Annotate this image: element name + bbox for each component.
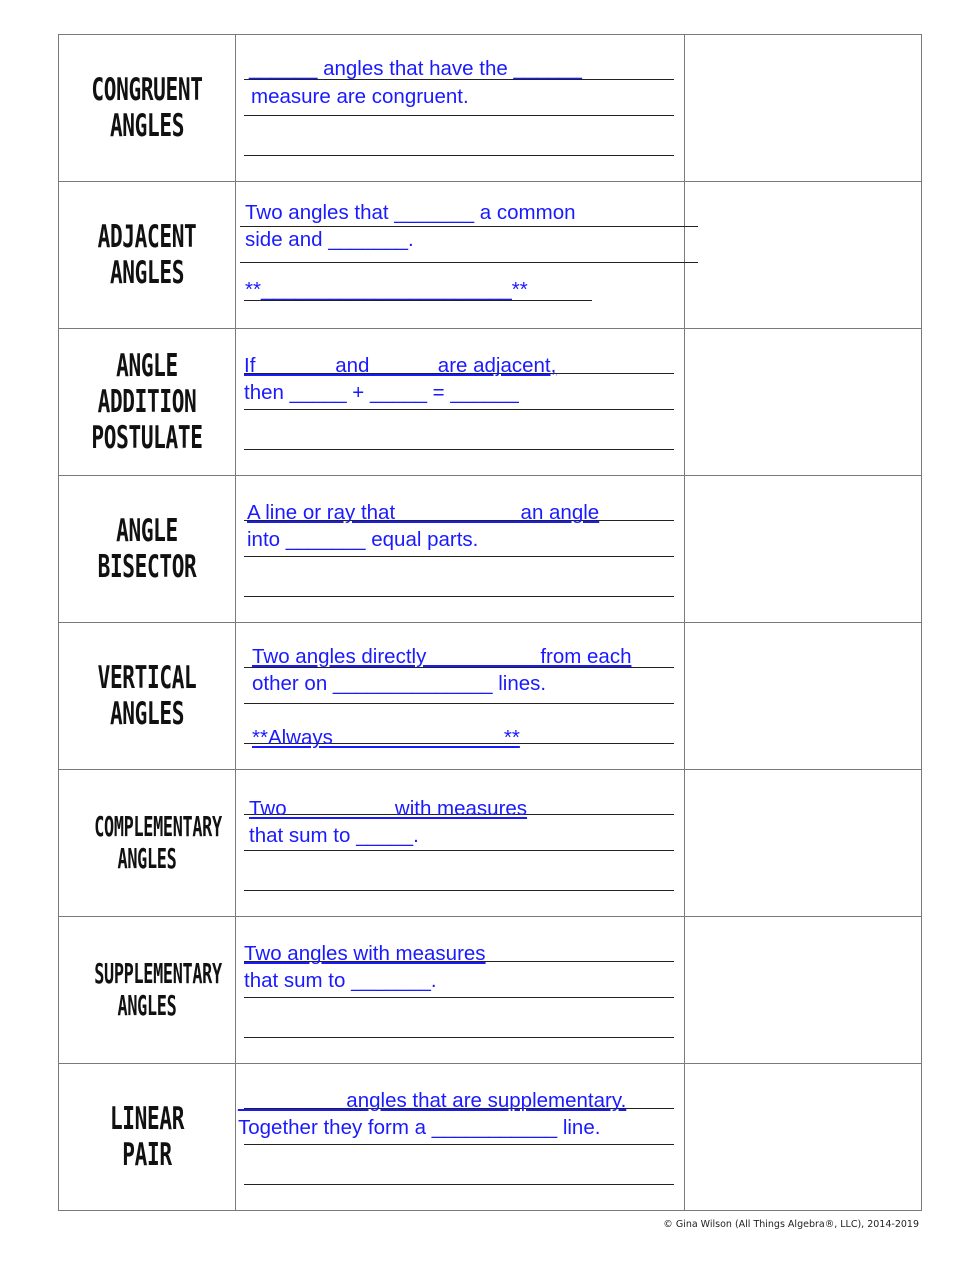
definition-cell [236,623,685,770]
writing-line [244,703,674,704]
example-cell [685,182,922,329]
term-label: SUPPLEMENTARY ANGLES [94,957,222,1022]
term-label: COMPLEMENTARY ANGLES [94,810,222,875]
writing-line [244,556,674,557]
definition-line-1: _________ angles that are supplementary. [238,1089,627,1112]
writing-line [244,890,674,891]
term-cell [59,329,236,476]
definition-line-2: that sum to _____. [249,824,419,847]
example-cell [685,329,922,476]
definition-line-3: **Always ______________ ** [252,726,520,749]
table-row [59,35,922,182]
definition-line-2: Together they form a ___________ line. [238,1116,601,1139]
table-row [59,329,922,476]
example-cell [685,623,922,770]
writing-line [244,1184,674,1185]
definition-cell [236,770,685,917]
writing-line [244,1144,674,1145]
term-label: ANGLE BISECTOR [97,513,197,585]
definition-cell [236,182,685,329]
example-cell [685,917,922,1064]
term-cell [59,770,236,917]
definition-cell [236,329,685,476]
table-row [59,476,922,623]
definition-line-1: If ______ and _____ are adjacent, [244,354,557,377]
term-cell [59,1064,236,1211]
vocabulary-table [58,34,922,1211]
term-label: LINEAR PAIR [109,1101,185,1173]
definition-line-1: Two angles directly _________ from each [252,645,632,668]
term-cell [59,917,236,1064]
definition-line-2: measure are congruent. [251,85,469,108]
term-label: ADJACENT ANGLES [97,219,197,291]
table-row [59,623,922,770]
definition-line-3: **______________________** [245,278,528,301]
table-row [59,1064,922,1211]
example-cell [685,476,922,623]
term-label: VERTICAL ANGLES [97,660,197,732]
example-cell [685,770,922,917]
definition-line-2: side and _______. [245,228,414,251]
writing-line [244,155,674,156]
term-cell [59,35,236,182]
table-row [59,182,922,329]
definition-line-1: A line or ray that __________ an angle [247,501,600,524]
definition-line-2: then _____ + _____ = ______ [244,381,519,404]
definition-line-2: other on ______________ lines. [252,672,547,695]
definition-line-1: Two angles that _______ a common [245,201,576,224]
term-label: ANGLE ADDITION POSTULATE [91,348,203,456]
definition-line-1: ______ angles that have the ______ [249,57,582,80]
writing-line [244,1037,674,1038]
table-row [59,770,922,917]
definition-cell [236,476,685,623]
writing-line [240,262,698,263]
definition-line-2: into _______ equal parts. [247,528,479,551]
definition-line-1: Two _________with measures [249,797,528,820]
writing-line [244,596,674,597]
term-label: CONGRUENT ANGLES [91,72,203,144]
writing-line [244,997,674,998]
writing-line [244,409,674,410]
definition-cell [236,1064,685,1211]
writing-line [244,850,674,851]
definition-line-2: that sum to _______. [244,969,437,992]
example-cell [685,1064,922,1211]
copyright-footer: © Gina Wilson (All Things Algebra®, LLC), 2014-2019 [663,1219,919,1230]
table-row [59,917,922,1064]
definition-cell [236,35,685,182]
writing-line [244,115,674,116]
writing-line [244,449,674,450]
example-cell [685,35,922,182]
term-cell [59,476,236,623]
term-cell [59,623,236,770]
term-cell [59,182,236,329]
definition-cell [236,917,685,1064]
definition-line-1: Two angles with measures [244,942,486,965]
